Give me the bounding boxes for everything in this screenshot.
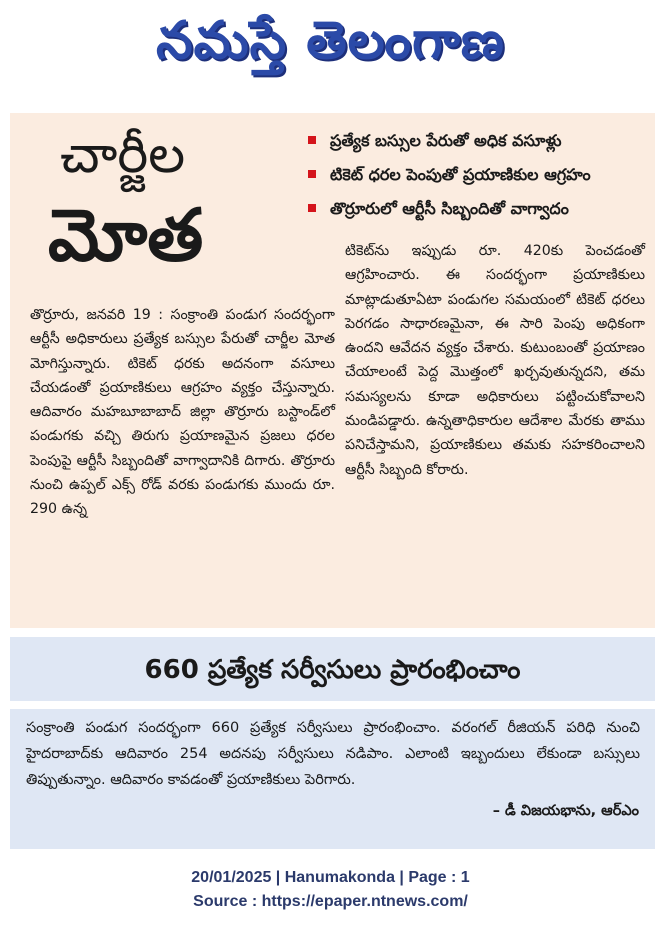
bullet-text: తొర్రూరులో ఆర్టీసీ సిబ్బందితో వాగ్వాదం — [330, 199, 569, 218]
headline-bullets — [308, 131, 648, 233]
news-article — [10, 113, 655, 628]
statement-divider — [10, 701, 655, 709]
article-body-left-column: తొర్రూరు, జనవరి 19 : సంక్రాంతి పండుగ సందర్భంగా ఆర్టీసీ అధికారులు ప్రత్యేక బస్సుల పేరుతో చార్జీల మోత మోగిస్తున్నారు. టికెట్ ధరకు అదనంగా వసూలు చేయడంతో ప్రయాణికులు ఆగ్రహం వ్యక్తం చేస్తున్నారు. ఆదివారం మహబూబాబాద్ జిల్లా తొర్రూరు బస్టాండ్‌లో పండుగకు వచ్చి తిరుగు ప్రయాణమైన ప్రజలు ధరల పెంపుపై ఆర్టీసీ సిబ్బందితో వాగ్వాదానికి దిగారు. తొర్రూరు నుంచి ఉప్పల్ ఎక్స్ రోడ్ వరకు పండుగకు ముందు రూ. 290 ఉన్న — [30, 307, 335, 518]
headline-line-1: చార్జీల — [60, 125, 186, 185]
newspaper-masthead — [0, 0, 661, 95]
statement-signature: – డీ విజయభాను, ఆర్ఎం — [492, 803, 639, 819]
red-square-bullet-icon — [308, 136, 316, 144]
bullet-item — [308, 199, 648, 233]
footer-date-edition: 20/01/2025 | Hanumakonda | Page : 1 — [191, 869, 470, 886]
bullet-text: టికెట్ ధరల పెంపుతో ప్రయాణికుల ఆగ్రహం — [330, 165, 591, 184]
statement-title: 660 ప్రత్యేక సర్వీసులు ప్రారంభించాం — [144, 655, 521, 685]
red-square-bullet-icon — [308, 170, 316, 178]
page-footer — [0, 866, 661, 914]
article-body-right-column: టికెట్‌ను ఇప్పుడు రూ. 420కు పెంచడంతో ఆగ్రహించారు. ఈ సందర్భంగా ప్రయాణికులు మాట్లాడుతూఏటా పండుగల సమయంలో టికెట్ ధరలు పెరగడం సాధారణమైనా, ఈ సారి పెంపు అధికంగా ఉందని ఆవేదన వ్యక్తం చేశారు. కుటుంబంతో ప్రయాణం చేయాలంటే పెద్ద మొత్తంలో ఖర్చవుతున్నదని, తమ సమస్యలను కూడా అధికారులు పట్టించుకోవాలని మండిపడ్డారు. ఉన్నతాధికారుల ఆదేశాల మేరకు తాము పనిచేస్తామని, ప్రయాణికులు తమకు సహకరించాలని ఆర్టీసీ సిబ్బంది కోరారు. — [345, 243, 645, 478]
official-statement-box — [10, 637, 655, 849]
headline-line-2: మోత — [48, 192, 204, 277]
masthead-title: నమస్తే తెలంగాణ — [156, 11, 505, 71]
article-headline — [20, 113, 310, 293]
bullet-item — [308, 131, 648, 165]
statement-body: సంక్రాంతి పండుగ సందర్భంగా 660 ప్రత్యేక సర్వీసులు ప్రారంభించాం. వరంగల్ రీజియన్ పరిధి నుంచి హైదరాబాద్‌కు ఆదివారం 254 అదనపు సర్వీసులు నడిపాం. ఎలాంటి ఇబ్బందులు లేకుండా బస్సులు తిప్పుతున్నాం. ఆదివారం కావడంతో ప్రయాణికులు పెరిగారు. — [26, 720, 640, 788]
footer-source-link[interactable]: Source : https://epaper.ntnews.com/ — [193, 893, 468, 910]
bullet-item — [308, 165, 648, 199]
red-square-bullet-icon — [308, 204, 316, 212]
bullet-text: ప్రత్యేక బస్సుల పేరుతో అధిక వసూళ్లు — [330, 131, 562, 150]
